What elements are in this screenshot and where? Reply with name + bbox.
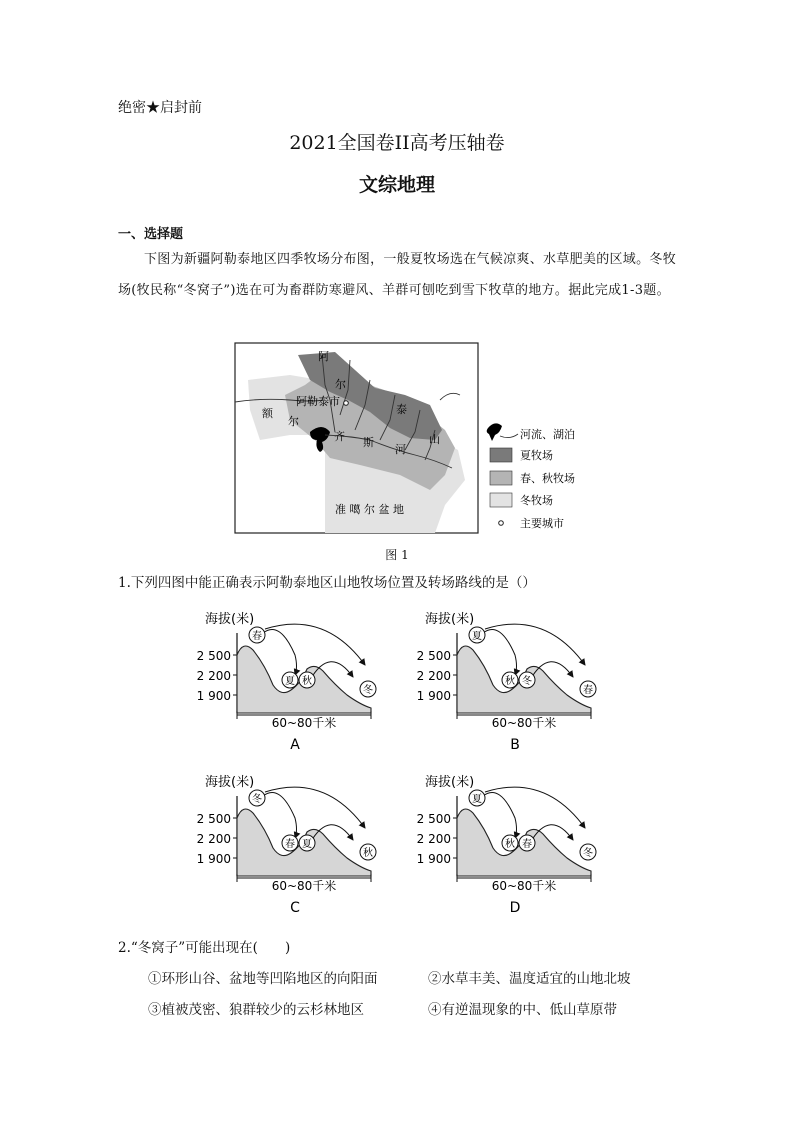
label-valley-1: 春 — [285, 839, 295, 850]
y-axis-label: 海拔(米) — [205, 612, 255, 627]
q2-option-3: ③植被茂密、狼群较少的云杉林地区 — [148, 1002, 364, 1018]
y-axis-label: 海拔(米) — [425, 612, 475, 627]
y-axis-label: 海拔(米) — [205, 775, 255, 790]
distance-label: 60~80千米 — [491, 879, 557, 893]
q2-option-4: ④有逆温现象的中、低山草原带 — [428, 1002, 617, 1018]
label-valley-1: 秋 — [505, 839, 515, 850]
figure-caption: 图 1 — [385, 548, 409, 562]
legend-spring-autumn-label: 春、秋牧场 — [520, 472, 575, 485]
tick-1900: 1 900 — [196, 689, 231, 703]
map-label-shan: 山 — [429, 433, 440, 446]
label-valley-2: 春 — [522, 839, 532, 850]
option-letter: B — [510, 737, 520, 753]
map-label-basin: 准 噶 尔 盆 地 — [335, 503, 404, 516]
tick-2500: 2 500 — [416, 812, 451, 826]
map-label-tai: 泰 — [396, 403, 407, 416]
map-label-e: 额 — [262, 407, 273, 420]
q2-option-1: ①环形山谷、盆地等凹陷地区的向阳面 — [148, 971, 378, 987]
label-end: 春 — [583, 685, 593, 696]
legend-river-icon — [487, 423, 502, 441]
city-marker — [344, 401, 349, 406]
label-top: 夏 — [472, 631, 482, 642]
legend-winter-swatch — [490, 493, 512, 507]
option-letter: C — [290, 900, 300, 916]
label-end: 冬 — [583, 848, 593, 859]
legend-river-label: 河流、湖泊 — [520, 428, 575, 441]
label-valley-2: 秋 — [302, 676, 312, 687]
tick-1900: 1 900 — [416, 689, 451, 703]
exam-subject: 文综地理 — [358, 174, 435, 196]
intro-paragraph: 下图为新疆阿勒泰地区四季牧场分布图，一般夏牧场选在气候凉爽、水草肥美的区域。冬牧场(牧民称“冬窝子”)选在可为畜群防寒避风、羊群可刨吃到雪下牧草的地方。据此完成1-3题。 — [118, 252, 677, 298]
distance-label: 60~80千米 — [271, 716, 337, 730]
profile-diagram-a — [195, 605, 395, 755]
profile-diagram-d — [415, 768, 615, 918]
label-valley-2: 夏 — [302, 839, 312, 850]
legend-winter-label: 冬牧场 — [520, 494, 553, 507]
profile-diagram-b — [415, 605, 615, 755]
map-label-he: 河 — [395, 443, 406, 456]
exam-title: 2021全国卷II高考压轴卷 — [289, 132, 505, 154]
q2-option-2: ②水草丰美、温度适宜的山地北坡 — [428, 971, 631, 987]
tick-2200: 2 200 — [196, 832, 231, 846]
label-top: 冬 — [252, 794, 262, 805]
tick-2500: 2 500 — [196, 649, 231, 663]
map-label-si: 斯 — [363, 436, 374, 449]
question-1: 1.下列四图中能正确表示阿勒泰地区山地牧场位置及转场路线的是（） — [118, 575, 536, 591]
legend-city-label: 主要城市 — [520, 517, 564, 530]
label-valley-1: 夏 — [285, 676, 295, 687]
map-label-qi: 齐 — [334, 430, 345, 443]
tick-2200: 2 200 — [416, 832, 451, 846]
label-top: 春 — [252, 631, 262, 642]
map-label-a: 阿 — [318, 350, 329, 363]
label-end: 冬 — [363, 685, 373, 696]
legend-summer-label: 夏牧场 — [520, 449, 553, 462]
legend-summer-swatch — [490, 448, 512, 462]
profile-diagram-c — [195, 768, 395, 918]
map-label-city: 阿勒泰市 — [296, 395, 340, 408]
confidential-mark: 绝密★启封前 — [118, 100, 202, 116]
distance-label: 60~80千米 — [271, 879, 337, 893]
option-letter: A — [290, 737, 300, 753]
distance-label: 60~80千米 — [491, 716, 557, 730]
tick-2500: 2 500 — [196, 812, 231, 826]
tick-2200: 2 200 — [196, 669, 231, 683]
tick-1900: 1 900 — [416, 852, 451, 866]
map-label-er2: 尔 — [288, 415, 299, 428]
map-label-er1: 尔 — [335, 378, 346, 391]
legend-city-icon — [499, 521, 504, 526]
altay-pasture-map — [230, 340, 600, 540]
label-valley-2: 冬 — [522, 676, 532, 687]
y-axis-label: 海拔(米) — [425, 775, 475, 790]
tick-1900: 1 900 — [196, 852, 231, 866]
label-valley-1: 秋 — [505, 676, 515, 687]
tick-2500: 2 500 — [416, 649, 451, 663]
section-heading: 一、选择题 — [118, 227, 184, 242]
option-letter: D — [509, 900, 521, 916]
label-top: 夏 — [472, 794, 482, 805]
legend-spring-autumn-swatch — [490, 471, 512, 485]
question-2: 2.“冬窝子”可能出现在( ) — [118, 940, 291, 956]
label-end: 秋 — [363, 848, 373, 859]
tick-2200: 2 200 — [416, 669, 451, 683]
